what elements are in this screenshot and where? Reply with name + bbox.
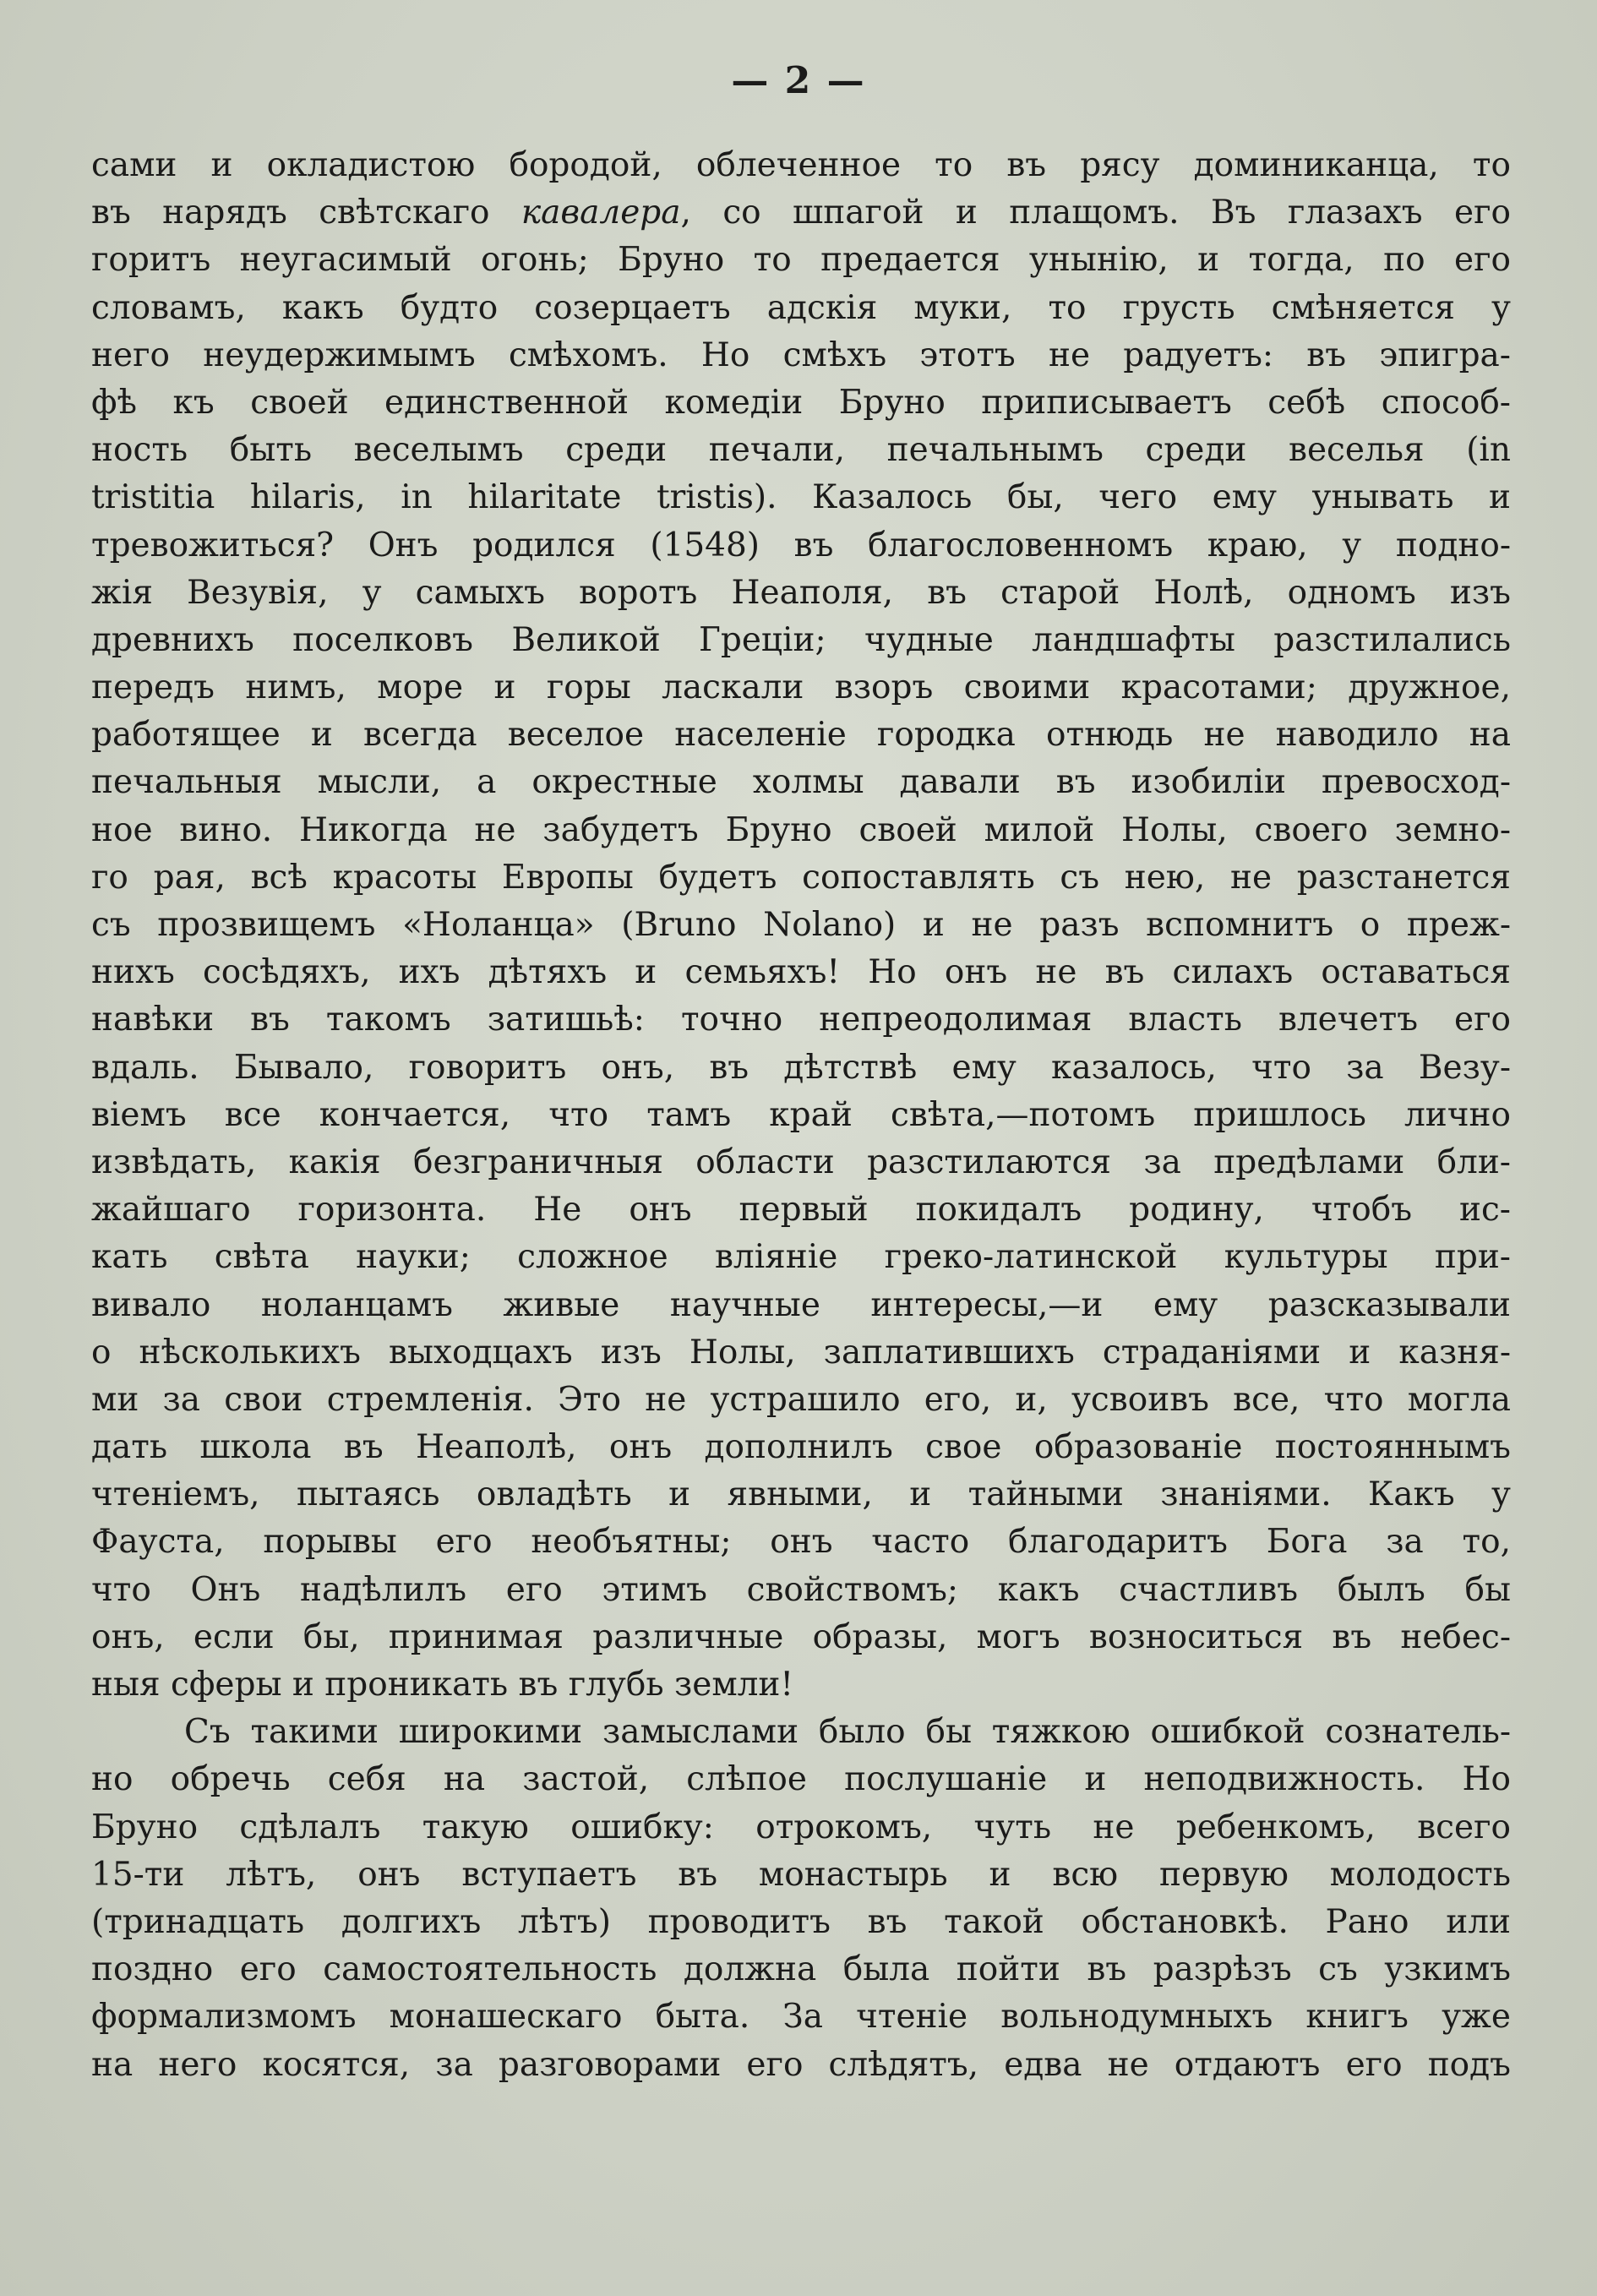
text-line: віемъ все кончается, что тамъ край свѣта,—потомъ пришлось лично	[91, 1095, 1511, 1134]
text-line: вдаль. Бывало, говоритъ онъ, въ дѣтствѣ ему казалось, что за Везу-	[91, 1048, 1511, 1087]
text-line: передъ нимъ, море и горы ласкали взоръ своими красотами; дружное,	[91, 668, 1511, 707]
text-line: древнихъ поселковъ Великой Греціи; чудные ландшафты разстилались	[91, 620, 1511, 659]
document-body	[91, 142, 1511, 2089]
paragraph-2	[91, 1709, 1511, 2089]
text-line: на него косятся, за разговорами его слѣдятъ, едва не отдаютъ его подъ	[91, 2045, 1511, 2084]
text-line: ныя сферы и проникать въ глубь земли!	[91, 1666, 794, 1704]
text-line: дать школа въ Неаполѣ, онъ дополнилъ свое образованіе постояннымъ	[91, 1428, 1511, 1467]
text-line: въ нарядъ свѣтскаго кавалера, со шпагой и плащомъ. Въ глазахъ его	[91, 194, 1511, 232]
text-line: поздно его самостоятельность должна была пойти въ разрѣзъ съ узкимъ	[91, 1950, 1511, 1989]
text-line: навѣки въ такомъ затишьѣ: точно непреодолимая власть влечетъ его	[91, 1001, 1511, 1039]
text-line: съ прозвищемъ «Ноланца» (Bruno Nolano) и не разъ вспомнитъ о преж-	[91, 906, 1511, 944]
paragraph-1	[91, 142, 1511, 1709]
page-number: — 2 —	[731, 59, 866, 102]
text-line: работящее и всегда веселое населеніе городка отнюдь не наводило на	[91, 716, 1511, 755]
text-line: словамъ, какъ будто созерцаетъ адскія муки, то грусть смѣняется у	[91, 288, 1511, 327]
text-line: фѣ къ своей единственной комедіи Бруно приписываетъ себѣ способ-	[91, 383, 1511, 422]
text-line: жія Везувія, у самыхъ воротъ Неаполя, въ старой Нолѣ, одномъ изъ	[91, 573, 1511, 612]
text-line: ное вино. Никогда не забудетъ Бруно своей милой Нолы, своего земно-	[91, 810, 1511, 849]
text-line: формализмомъ монашескаго быта. За чтеніе вольнодумныхъ книгъ уже	[91, 1998, 1511, 2037]
text-line: онъ, если бы, принимая различные образы, могъ возноситься въ небес-	[91, 1617, 1511, 1656]
text-line: Бруно сдѣлалъ такую ошибку: отрокомъ, чуть не ребенкомъ, всего	[91, 1808, 1511, 1846]
text-line: нихъ сосѣдяхъ, ихъ дѣтяхъ и семьяхъ! Но онъ не въ силахъ оставаться	[91, 953, 1511, 992]
text-line: го рая, всѣ красоты Европы будетъ сопоставлять съ нею, не разстанется	[91, 858, 1511, 897]
text-line: сами и окладистою бородой, облеченное то въ рясу доминиканца, то	[91, 146, 1511, 184]
text-line: печальныя мысли, а окрестные холмы давали въ изобиліи превосход-	[91, 763, 1511, 802]
text-line: что Онъ надѣлилъ его этимъ свойствомъ; какъ счастливъ былъ бы	[91, 1570, 1511, 1609]
text-line: тревожиться? Онъ родился (1548) въ благословенномъ краю, у подно-	[91, 526, 1511, 564]
text-line: кать свѣта науки; сложное вліяніе греко-латинской культуры при-	[91, 1238, 1511, 1277]
text-line: (тринадцать долгихъ лѣтъ) проводитъ въ такой обстановкѣ. Рано или	[91, 1902, 1511, 1941]
text-line: tristitia hilaris, in hilaritate tristis). Казалось бы, чего ему унывать и	[91, 478, 1511, 517]
text-line: но обречь себя на застой, слѣпое послушаніе и неподвижность. Но	[91, 1760, 1511, 1799]
text-line: о нѣсколькихъ выходцахъ изъ Нолы, заплатившихъ страданіями и казня-	[91, 1333, 1511, 1372]
text-line: чтеніемъ, пытаясь овладѣть и явными, и тайными знаніями. Какъ у	[91, 1475, 1511, 1514]
text-line: ность быть веселымъ среди печали, печальнымъ среди веселья (in	[91, 431, 1511, 470]
text-line: ми за свои стремленія. Это не устрашило его, и, усвоивъ все, что могла	[91, 1380, 1511, 1419]
text-line: горитъ неугасимый огонь; Бруно то предается унынію, и тогда, по его	[91, 241, 1511, 280]
text-line: жайшаго горизонта. Не онъ первый покидалъ родину, чтобъ ис-	[91, 1191, 1511, 1230]
text-line: 15-ти лѣтъ, онъ вступаетъ въ монастырь и всю первую молодость	[91, 1855, 1511, 1894]
text-line: вивало ноланцамъ живые научные интересы,—и ему разсказывали	[91, 1285, 1511, 1324]
text-line: него неудержимымъ смѣхомъ. Но смѣхъ этотъ не радуетъ: въ эпигра-	[91, 335, 1511, 374]
text-line: Съ такими широкими замыслами было бы тяжкою ошибкой сознатель-	[184, 1713, 1511, 1752]
text-line: Фауста, порывы его необъятны; онъ часто благодаритъ Бога за то,	[91, 1523, 1511, 1562]
text-line: извѣдать, какія безграничныя области разстилаются за предѣлами бли-	[91, 1143, 1511, 1181]
